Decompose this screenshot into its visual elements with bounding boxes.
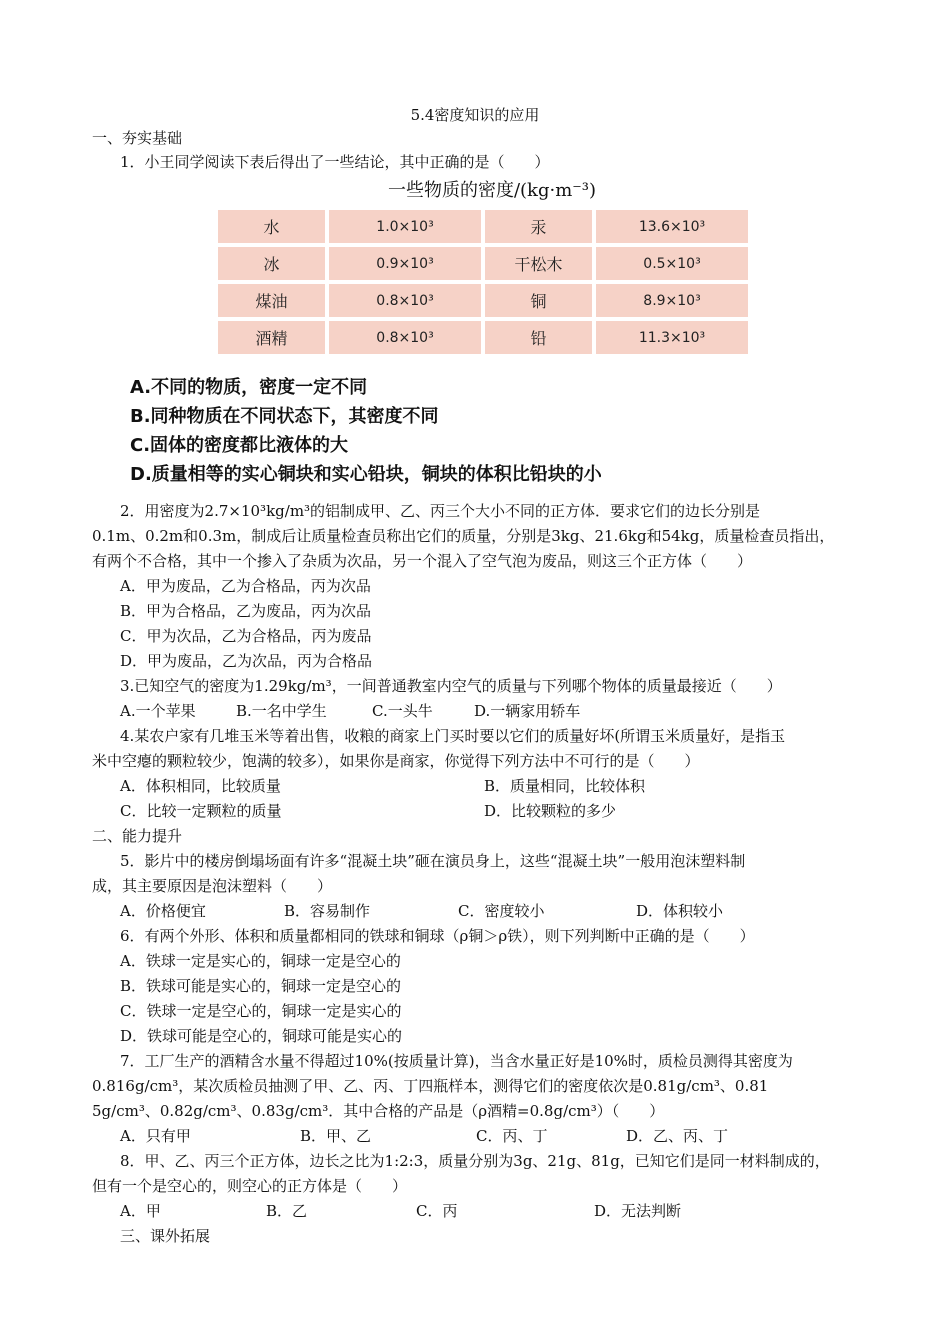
option-d: D．甲为废品，乙为次品，丙为合格品 [120,652,373,670]
option-b: B.同种物质在不同状态下，其密度不同 [130,406,439,427]
option-d: D．无法判断 [594,1202,682,1220]
option-a: A．甲为废品，乙为合格品，丙为次品 [120,577,371,595]
table-cell: 1.0×10³ [329,210,481,243]
table-row [218,210,748,243]
page-title: 5.4密度知识的应用 [410,106,540,124]
section-heading: 二、能力提升 [92,827,183,845]
option-a: A．体积相同，比较质量 [120,777,281,795]
option-b: B．甲为合格品，乙为废品，丙为次品 [120,602,372,620]
table-cell: 铅 [485,321,592,354]
option-d: D.质量相等的实心铜块和实心铅块，铜块的体积比铅块的小 [130,464,602,485]
table-cell: 冰 [218,247,325,280]
option-b: B．甲、乙 [300,1127,372,1145]
option-c: C．丙 [416,1202,458,1220]
table-cell: 0.8×10³ [329,284,481,317]
section-heading: 三、课外拓展 [120,1227,211,1245]
option-c: C．密度较小 [458,902,545,920]
question-stem: 7．工厂生产的酒精含水量不得超过10%(按质量计算)，当含水量正好是10%时，质检员测得其密度为 [120,1052,793,1070]
table-cell: 13.6×10³ [596,210,748,243]
section-heading: 一、夯实基础 [92,129,183,147]
question-stem: 4.某农户家有几堆玉米等着出售，收粮的商家上门买时要以它们的质量好坏(所谓玉米质量好，是指玉 [120,727,786,745]
option-d: D．体积较小 [636,902,724,920]
option-c: C.一头牛 [372,702,433,720]
table-cell: 11.3×10³ [596,321,748,354]
option-d: D．铁球可能是空心的，铜球可能是实心的 [120,1027,403,1045]
option-a: A.不同的物质，密度一定不同 [130,377,368,398]
question-stem: 0.1m、0.2m和0.3m，制成后让质量检查员称出它们的质量，分别是3kg、21.6kg和54kg，质量检查员指出， [92,527,835,545]
option-a: A.一个苹果 [120,702,196,720]
table-cell: 干松木 [485,247,592,280]
table-row [218,284,748,317]
table-cell: 8.9×10³ [596,284,748,317]
table-caption: 一些物质的密度/(kg·m⁻³) [387,180,597,201]
option-b: B.一名中学生 [236,702,327,720]
option-d: D．乙、丙、丁 [626,1127,729,1145]
table-cell: 铜 [485,284,592,317]
option-a: A．铁球一定是实心的，铜球一定是空心的 [120,952,401,970]
option-a: A．甲 [120,1202,161,1220]
density-table [214,206,752,358]
question-stem: 8．甲、乙、丙三个正方体，边长之比为1:2:3，质量分别为3g、21g、81g，已知它们是同一材料制成的， [120,1152,830,1170]
question-stem: 2．用密度为2.7×10³kg/m³的铝制成甲、乙、丙三个大小不同的正方体．要求它们的边长分别是 [120,502,761,520]
option-b: B．质量相同，比较体积 [484,777,646,795]
option-b: B．铁球可能是实心的，铜球一定是空心的 [120,977,402,995]
question-stem: 有两个不合格，其中一个掺入了杂质为次品，另一个混入了空气泡为废品，则这三个正方体（ ） [92,552,753,570]
table-cell: 煤油 [218,284,325,317]
table-cell: 0.5×10³ [596,247,748,280]
option-c: C．铁球一定是空心的，铜球一定是实心的 [120,1002,402,1020]
table-cell: 汞 [485,210,592,243]
option-c: C．比较一定颗粒的质量 [120,802,282,820]
option-d: D.一辆家用轿车 [474,702,581,720]
question-stem: 5．影片中的楼房倒塌场面有许多“混凝土块”砸在演员身上，这些“混凝土块”一般用泡沫塑料制 [120,852,746,870]
question-stem: 但有一个是空心的，则空心的正方体是（ ） [92,1177,408,1195]
table-cell: 0.9×10³ [329,247,481,280]
option-a: A．只有甲 [120,1127,191,1145]
table-row [218,321,748,354]
table-cell: 水 [218,210,325,243]
question-stem: 米中空瘪的颗粒较少，饱满的较多），如果你是商家，你觉得下列方法中不可行的是（ ） [92,752,700,770]
question-stem: 3.已知空气的密度为1.29kg/m³，一间普通教室内空气的质量与下列哪个物体的质量最接近（ ） [120,677,782,695]
option-a: A．价格便宜 [120,902,206,920]
table-cell: 0.8×10³ [329,321,481,354]
question-stem: 5g/cm³、0.82g/cm³、0.83g/cm³．其中合格的产品是（ρ酒精=0.8g/cm³）（ ） [92,1102,665,1120]
option-c: C．甲为次品，乙为合格品，丙为废品 [120,627,372,645]
question-stem: 6．有两个外形、体积和质量都相同的铁球和铜球（ρ铜＞ρ铁），则下列判断中正确的是（ ） [120,927,755,945]
option-d: D．比较颗粒的多少 [484,802,617,820]
option-b: B．乙 [266,1202,308,1220]
question-stem: 成，其主要原因是泡沫塑料（ ） [92,877,333,895]
table-cell: 酒精 [218,321,325,354]
table-row [218,247,748,280]
option-c: C.固体的密度都比液体的大 [130,435,349,456]
option-b: B．容易制作 [284,902,371,920]
question-stem: 1．小王同学阅读下表后得出了一些结论，其中正确的是（ ） [120,153,550,171]
option-c: C．丙、丁 [476,1127,548,1145]
question-stem: 0.816g/cm³，某次质检员抽测了甲、乙、丙、丁四瓶样本，测得它们的密度依次是0.81g/cm³、0.81 [92,1077,769,1095]
